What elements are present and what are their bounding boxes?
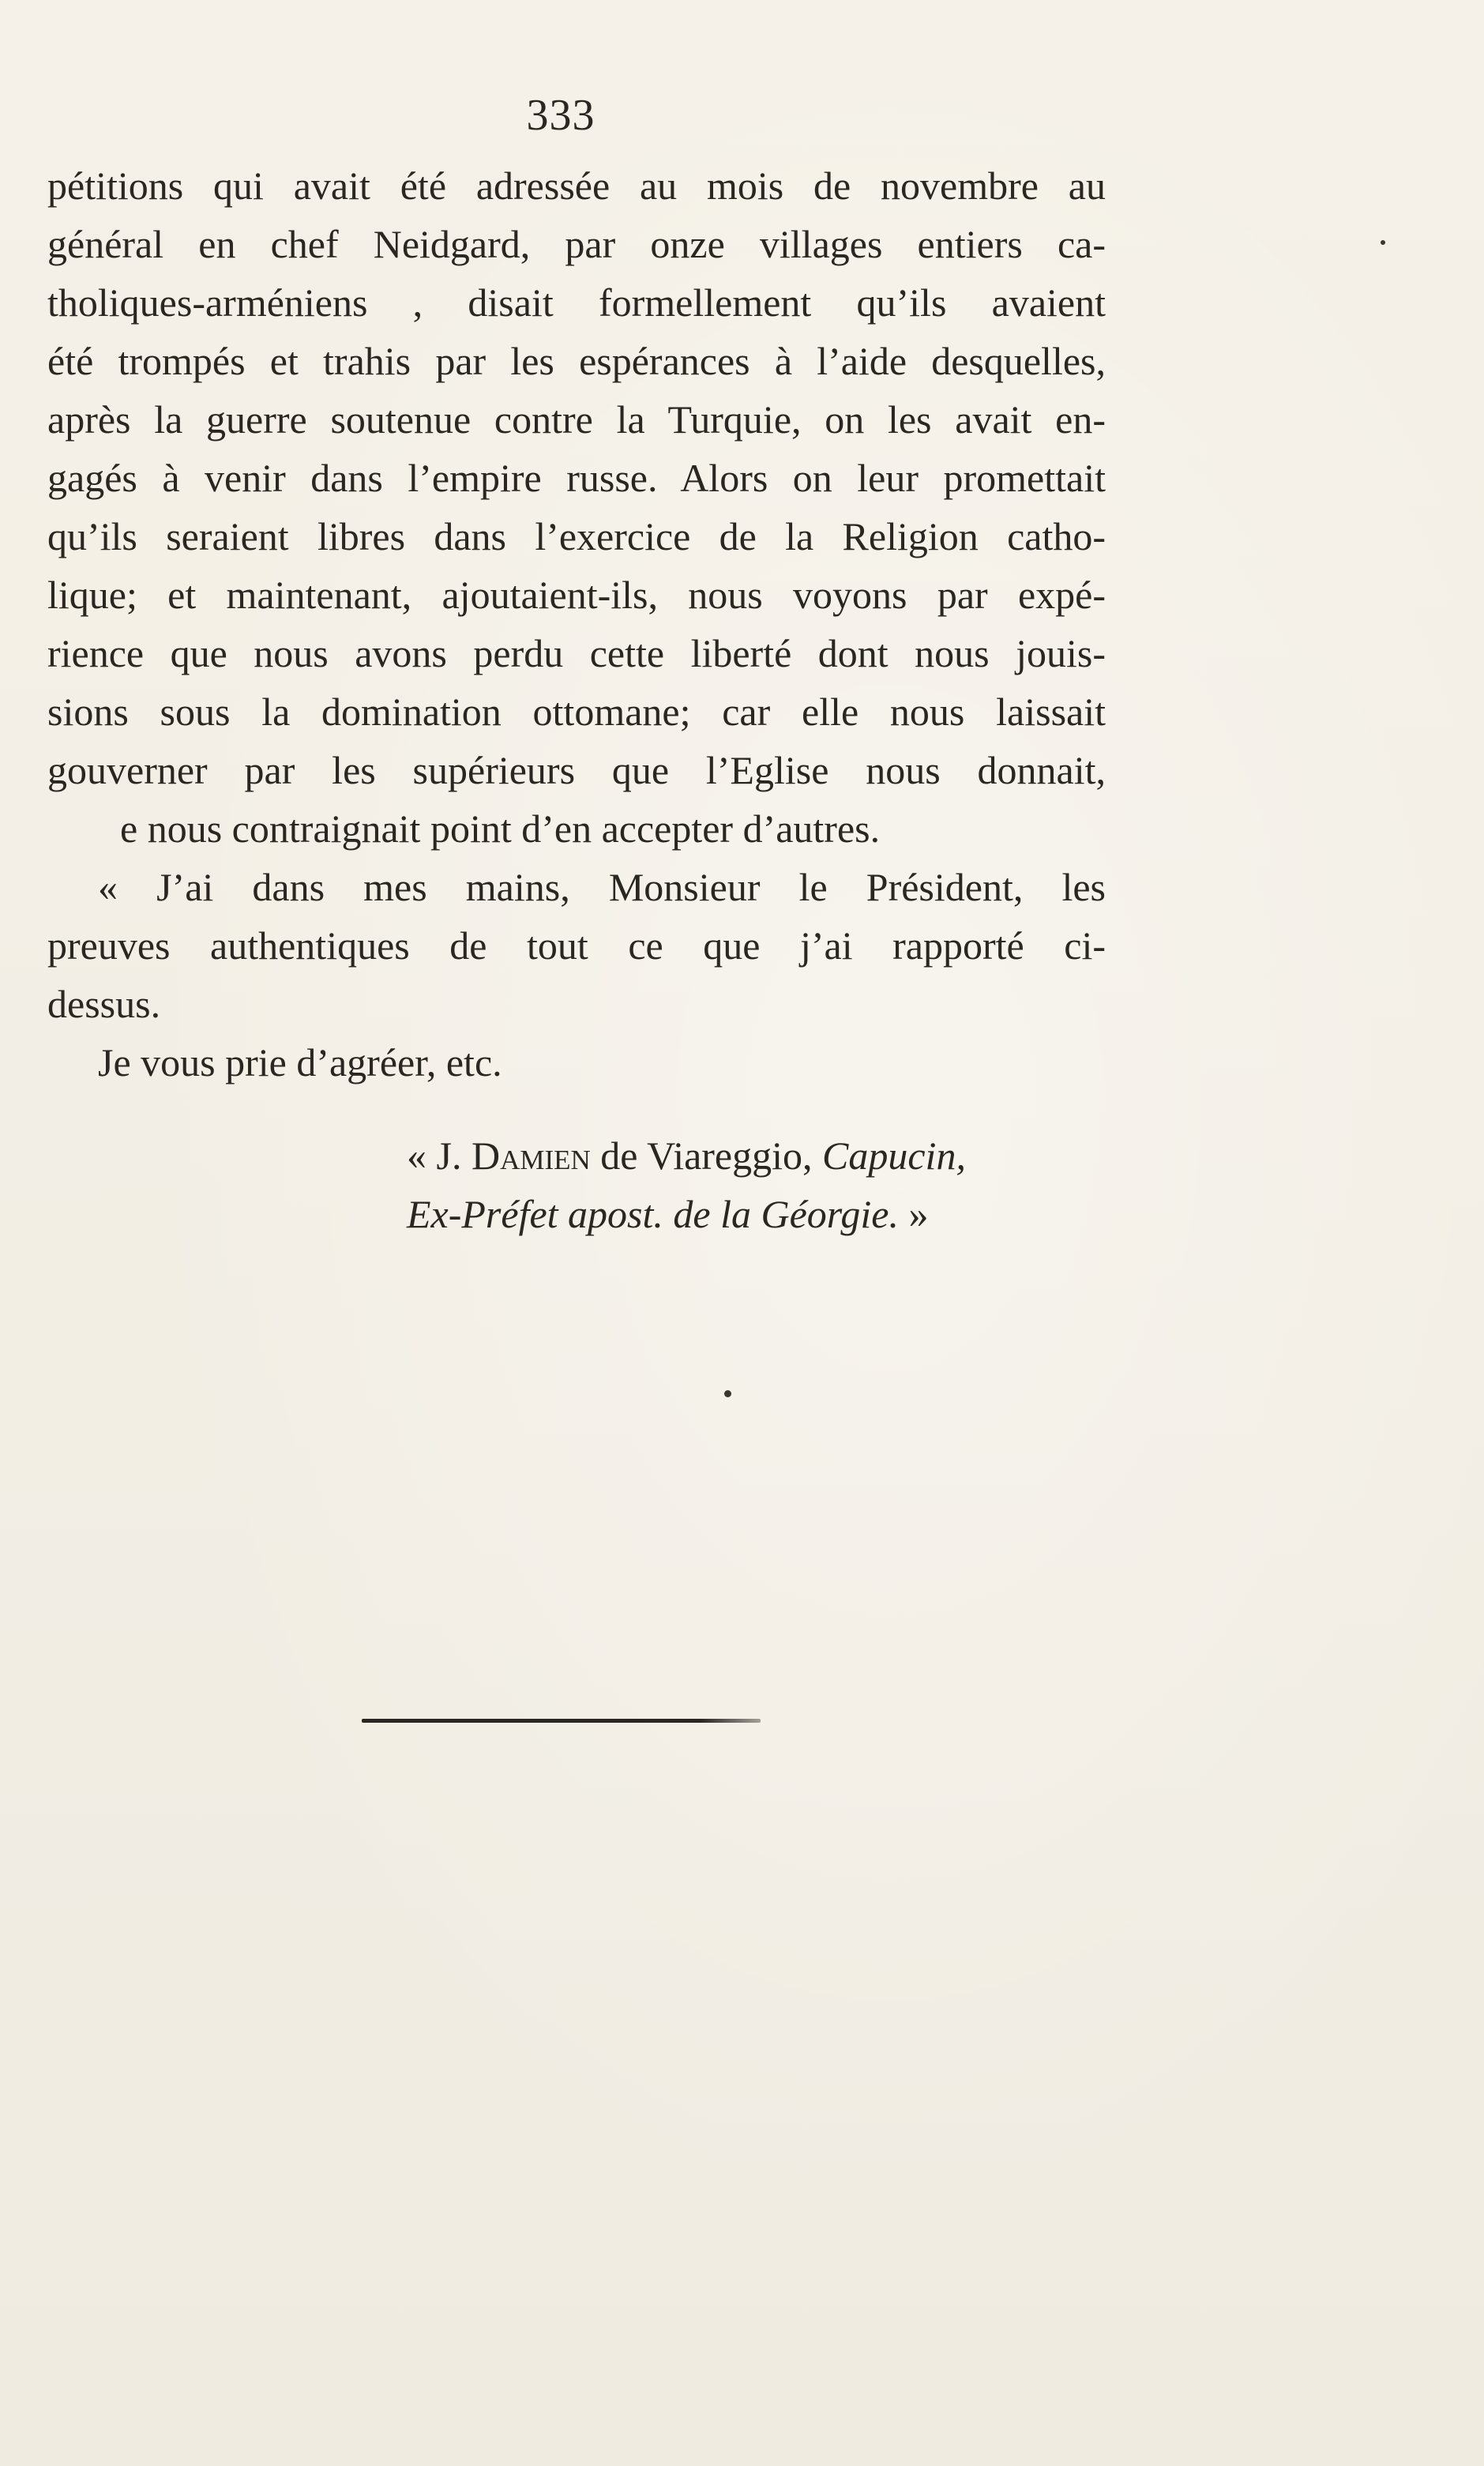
signature-name-line <box>0 1126 1484 1185</box>
text-line: lique; et maintenant, ajoutaient-ils, nous voyons par expé- <box>47 573 1106 617</box>
text-line: qu’ils seraient libres dans l’exercice de la Religion catho- <box>47 514 1106 558</box>
end-rule <box>362 1719 761 1723</box>
page-number: 333 <box>526 91 595 140</box>
text-line: gagés à venir dans l’empire russe. Alors on leur promettait <box>47 456 1106 500</box>
text-line: après la guerre soutenue contre la Turquie, on les avait en- <box>47 397 1106 442</box>
signature-order: Capucin, <box>822 1133 966 1178</box>
text-line: général en chef Neidgard, par onze villages entiers ca- <box>47 222 1106 266</box>
text-line: dessus. <box>47 982 161 1026</box>
text-line: rience que nous avons perdu cette liberté dont nous jouis- <box>47 631 1106 675</box>
signature-title-line <box>0 1185 1484 1243</box>
text-line: tholiques-arméniens , disait formellement qu’ils avaient <box>47 280 1106 325</box>
body-text <box>47 156 1106 1092</box>
ink-speck <box>1381 240 1385 245</box>
closing-line: Je vous prie d’agréer, etc. <box>98 1040 502 1085</box>
ink-speck <box>724 1390 731 1397</box>
open-quote: « J. <box>407 1133 471 1178</box>
signature-block <box>0 1126 1484 1243</box>
text-line: gouverner par les supérieurs que l’Eglise nous donnait, <box>47 748 1106 792</box>
signature-title: Ex-Préfet apost. de la Géorgie. <box>407 1192 899 1236</box>
signature-place: de Viareggio, <box>590 1133 823 1178</box>
text-line: pétitions qui avait été adressée au mois de novembre au <box>47 164 1106 208</box>
signature-name: Damien <box>471 1133 591 1178</box>
close-quote: » <box>898 1192 929 1236</box>
text-line: sions sous la domination ottomane; car elle nous laissait <box>47 690 1106 734</box>
text-line: « J’ai dans mes mains, Monsieur le Président, les <box>98 865 1106 909</box>
text-line: e nous contraignait point d’en accepter d’autres. <box>120 806 881 851</box>
text-line: été trompés et trahis par les espérances à l’aide desquelles, <box>47 339 1106 383</box>
text-line: preuves authentiques de tout ce que j’ai rapporté ci- <box>47 923 1106 968</box>
